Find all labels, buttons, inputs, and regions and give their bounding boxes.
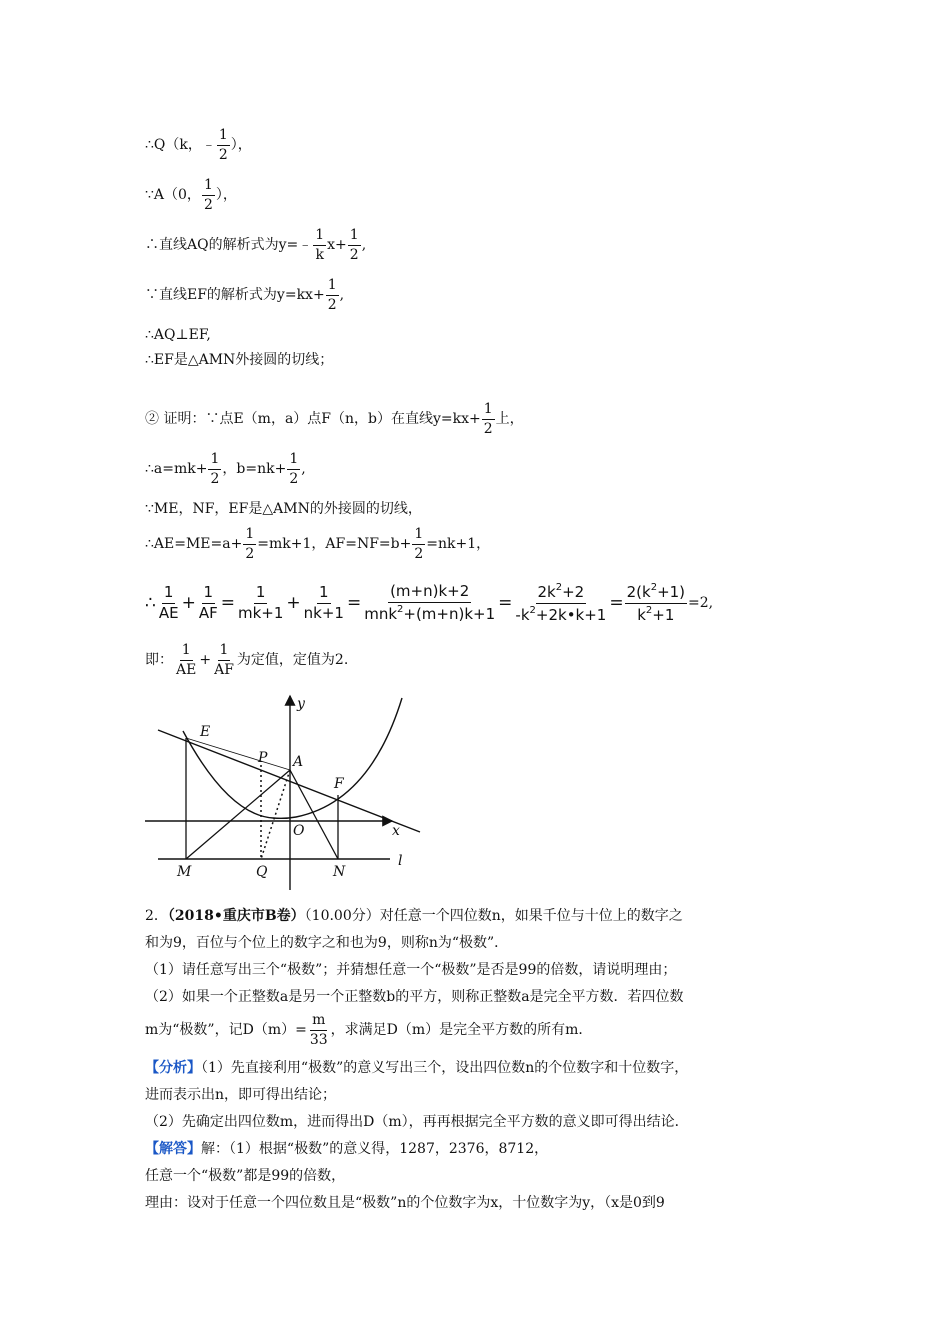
label-f: F — [334, 776, 344, 792]
text: =2, — [688, 595, 714, 612]
fraction: $\frac{1}{2}$ — [289, 451, 299, 487]
text: = — [498, 592, 513, 613]
text: , — [301, 461, 306, 478]
segment-an — [290, 770, 338, 859]
label-l: l — [398, 853, 403, 869]
fraction: $\frac{1}{k}$ — [315, 227, 325, 263]
text: ∴直线AQ的解析式为y=﹣ — [145, 237, 313, 254]
fraction: $\frac{1}{AE}$ — [176, 642, 197, 678]
label-n: N — [333, 864, 346, 880]
problem-statement-line-1: 2．（2018•重庆市B卷）（10.00分）对任意一个四位数n，如果千位与十位上的数字之 — [145, 908, 683, 924]
fraction: $\frac{1}{AF}$ — [198, 583, 218, 622]
fraction: $\frac{1}{mk+1}$ — [237, 583, 284, 622]
line-ef-equation — [145, 278, 344, 312]
text: ，b=nk+ — [222, 461, 287, 478]
text: + — [286, 592, 301, 613]
analysis-line-2: 进而表示出n，即可得出结论； — [145, 1087, 337, 1103]
label-x: x — [392, 823, 400, 839]
problem-question-1: （1）请任意写出三个“极数”；并猜想任意一个“极数”是否是99的倍数，请说明理由； — [145, 962, 677, 978]
analysis-section — [145, 1055, 825, 1217]
fraction: $\frac{(m+n)k+2}{mnk^2+(m+n)k+1}$ — [364, 582, 496, 623]
answer-line-1: 【解答】解：（1）根据“极数”的意义得，1287，2376，8712， — [145, 1141, 549, 1157]
label-y: y — [297, 696, 305, 712]
text: ∴ — [145, 592, 156, 613]
text: ∵A（0， — [145, 187, 201, 204]
answer-line-3: 理由：设对于任意一个四位数且是“极数”n的个位数字为x，十位数字为y，（x是0到9 — [145, 1195, 665, 1211]
fraction: $\frac{2k^2+2}{-k^2+2k•k+1}$ — [515, 582, 607, 624]
line-tangent-conclusion: ∴EF是△AMN外接圆的切线； — [145, 352, 334, 368]
fraction: $\frac{1}{2}$ — [414, 526, 424, 562]
line-aq-equation — [145, 228, 366, 262]
text: ∴AE=ME=a+ — [145, 536, 243, 553]
fraction: $\frac{1}{2}$ — [483, 401, 493, 437]
label-p: P — [258, 750, 268, 766]
text: 上， — [495, 411, 524, 428]
text: ② 证明：∵点E（m，a）点F（n，b）在直线y=kx+ — [145, 411, 481, 428]
problem-statement-line-2: 和为9，百位与个位上的数字之和也为9，则称n为“极数”． — [145, 935, 509, 951]
text: ）， — [215, 187, 237, 204]
fraction: $\frac{1}{2}$ — [349, 227, 359, 263]
text: = — [609, 592, 624, 613]
text: 为定值，定值为2. — [236, 652, 349, 669]
text: ）， — [230, 137, 252, 154]
line-a-b-values — [145, 452, 306, 486]
problem-question-2: （2）如果一个正整数a是另一个正整数b的平方，则称正整数a是完全平方数．若四位数 — [145, 989, 684, 1005]
fraction: $\frac{2(k^2+1)}{k^2+1}$ — [626, 582, 686, 624]
problem-2 — [145, 903, 825, 1011]
fraction: $\frac{1}{AE}$ — [158, 583, 179, 622]
text: 即： — [145, 652, 173, 669]
text: + — [199, 652, 212, 669]
text: ∴a=mk+ — [145, 461, 208, 478]
line-q-coordinates — [145, 128, 252, 162]
analysis-line-3: （2）先确定出四位数m，进而得出D（m），再再根据完全平方数的意义即可得出结论． — [145, 1114, 689, 1130]
line-perpendicular: ∴AQ⊥EF, — [145, 327, 211, 343]
label-a: A — [293, 754, 304, 770]
label-q: Q — [256, 864, 268, 880]
fraction: $\frac{m}{33}$ — [309, 1012, 328, 1048]
fraction: $\frac{1}{AF}$ — [214, 642, 234, 678]
text: = — [346, 592, 362, 613]
text: + — [181, 592, 196, 613]
tangent-line-ef — [158, 730, 420, 832]
problem-question-2-cont: m为“极数”，记D（m）= $\frac{m}{33}$ ，求满足D（m）是完全平方数的所有m． — [145, 1012, 593, 1048]
fraction: $\frac{1}{2}$ — [203, 177, 213, 213]
fraction: $\frac{1}{2}$ — [327, 277, 337, 313]
line-proof-start — [145, 402, 524, 436]
dotted-aq — [261, 770, 290, 859]
text: = — [220, 592, 235, 613]
fraction: $\frac{1}{2}$ — [218, 127, 228, 163]
line-a-coordinates — [145, 178, 237, 212]
text: , — [361, 237, 367, 254]
line-sum-equation — [145, 583, 713, 624]
segment-me — [186, 738, 290, 770]
segment-am — [186, 770, 290, 859]
text: =mk+1，AF=NF=b+ — [257, 536, 412, 553]
label-m: M — [177, 864, 192, 880]
line-tangents: ∵ME，NF，EF是△AMN的外接圆的切线， — [145, 501, 422, 517]
text: =nk+1， — [426, 536, 491, 553]
label-e: E — [200, 724, 211, 740]
fraction: $\frac{1}{2}$ — [210, 451, 220, 487]
text: , — [339, 287, 345, 304]
answer-line-2: 任意一个“极数”都是99的倍数， — [145, 1168, 346, 1184]
line-constant-value — [145, 643, 348, 677]
geometry-figure — [140, 690, 430, 890]
text: ∵直线EF的解析式为y=kx+ — [145, 287, 325, 304]
fraction: $\frac{1}{nk+1}$ — [303, 583, 344, 622]
line-ae-af — [145, 527, 490, 561]
text: ∴Q（k，﹣ — [145, 137, 216, 154]
label-o: O — [293, 823, 305, 839]
text: x+ — [327, 237, 347, 254]
fraction: $\frac{1}{2}$ — [245, 526, 255, 562]
analysis-line-1: 【分析】（1）先直接利用“极数”的意义写出三个，设出四位数n的个位数字和十位数字， — [145, 1060, 689, 1076]
